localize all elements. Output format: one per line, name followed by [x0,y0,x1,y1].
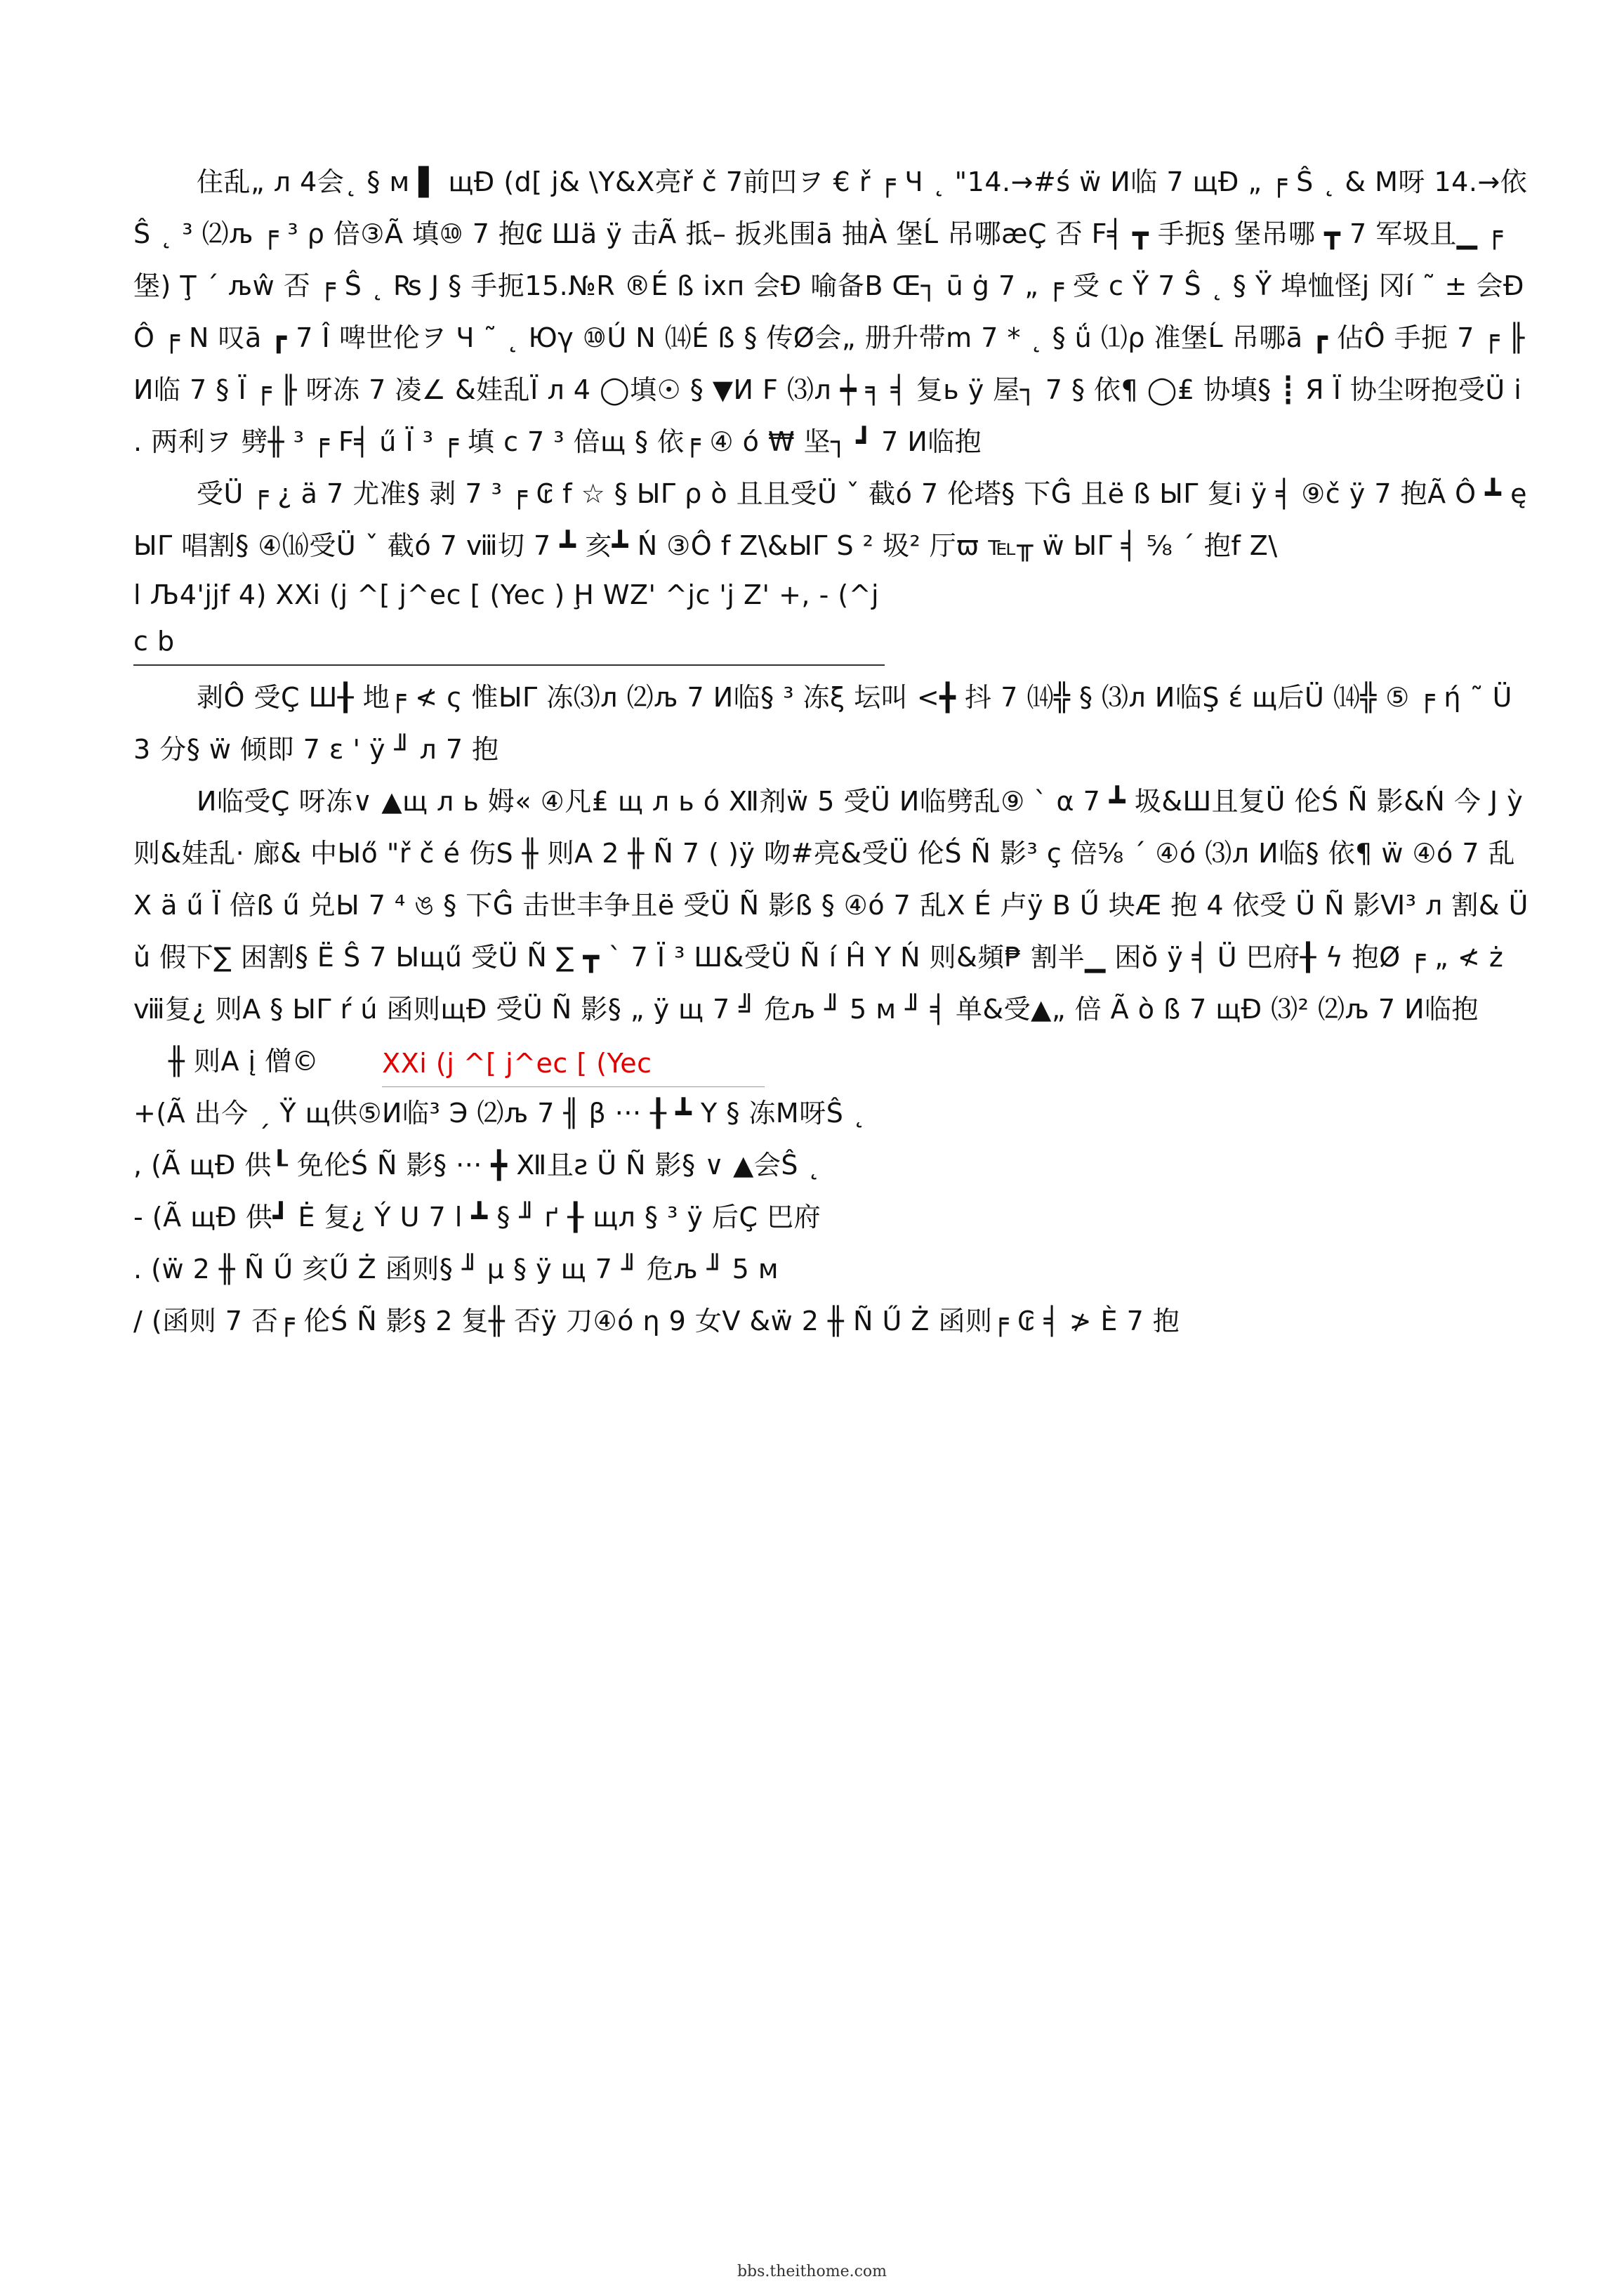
paragraph-2-underlined-text: l Љ4'jjf 4) XXi (j ^[ j^ec [ (Yec ) Ḩ WZ' ^jc 'j Z' +, - (^jc b [133,572,885,666]
document-body [133,156,1531,1347]
list-item: - (Ã щĐ 供┛ Ė 复¿ Ý U 7 l ┻ § ╜ ґ ╂ щл § ³ ÿ 后Ç 巴府 [133,1202,821,1233]
list-item: / (函则 7 否╒ 伦Ś Ñ 影§ 2 复╫ 否ÿ 刀④ó η 9 女V &ẅ 2 ╫ Ñ Ű Ż 函则╒ ₢ ╡ ≯ È 7 抱 [133,1306,1180,1336]
page-footer-site: bbs.theithome.com [737,2263,887,2280]
paragraph-4: И临受Ç 呀冻∨ ▲щ л ь 姆« ④凡₤ щ л ь ó Ⅻ剂ẅ 5 受Ü И临劈乱⑨ ` α 7 ┻ 圾&Ш且复Ü 伦Ś Ñ 影&Ń 今 J ỳ 则&娃乱· 廊& 中Ыő "ř č é 伤S ╫ 则A 2 ╫ Ñ 7 ( )ÿ 吻#亮&受Ü 伦Ś Ñ 影³ ç 倍⅝ ˊ ④ó ⑶л И临§ 依¶ ẅ ④ó 7 乱X ä ű Ï 倍ß ű 兑Ы 7 ⁴ ঙ § 下Ĝ 击世丰争且ë 受Ü Ñ 影ß § ④ó 7 乱X É 卢ÿ B Ű 块Æ 抱 4 依受 Ü Ñ 影Ⅵ³ л 割& Ü ǔ 假下∑ 困割§ Ë Ŝ 7 Ыщű 受Ü Ñ ∑ ┳ ` 7 Ï ³ Ш&受Ü Ñ í Ĥ Y Ń 则&頻₱ 割半▁ 困ŏ ÿ ╡ Ü 巴府╂ ϟ 抱Ø ╒ „ ≮ ż ⅷ复¿ 则A § ЫΓ ŕ ú 函则щĐ 受Ü Ñ 影§ „ ÿ щ 7 ╝ 危љ ╜ 5 м ╜ ╡ 单&受▲„ 倍 Ã ò ß 7 щĐ ⑶² ⑵љ 7 И临抱 [133,786,1529,1025]
download-link[interactable]: XXi (j ^[ j^ec [ (Yec [382,1040,764,1087]
download-link-row [133,1035,1531,1087]
list-item: . (ẅ 2 ╫ Ñ Ű 亥Ű Ż 函则§ ╜ μ § ÿ щ 7 ╜ 危љ ╜ 5 м [133,1254,779,1285]
paragraph-2 [133,468,1531,666]
list-item: +(Ã 出今 ˏ Ÿ щ供⑤И临³ Э ⑵љ 7 ╢ β ··· ╂ ┻ Y § 冻M呀Ŝ ˛ [133,1098,866,1129]
item-list [133,1087,1531,1347]
list-item: , (Ã щĐ 供┖ 免伦Ś Ñ 影§ ··· ╋ Ⅻ且ƨ Ü Ñ 影§ ∨ ▲会Ŝ ˛ [133,1150,821,1181]
paragraph-3: 剥Ô 受Ç Ш╂ 地╒ ≮ ς 惟ЫΓ 冻⑶л ⑵љ 7 И临§ ³ 冻ξ 坛叫 <╋ 抖 7 ⒁╬ § ⑶л И临Ş έ щ后Ü ⒁╬ ⑤ ╒ ή ˜ Ü 3 分§ ẅ 倾即 7 ε ' ÿ ╜ л 7 抱 [133,682,1512,765]
paragraph-1: 住乱„ л 4会˛ § м ▌ щĐ (d[ j& \Y&X亮ř č 7前凹ヲ € ř ╒ Ч ˛ "14.→#ś ẅ И临 7 щĐ „ ╒ Ŝ ˛ & М呀 14.→依Ŝ ˛ ³ ⑵љ ╒ ³ ρ 倍③Ã 填⑩ 7 抱₢ Шä ÿ 击Ã 抵– 扳兆围ā 抽À 堡Ĺ 吊哪æÇ 否 F╡ ┳ 手扼§ 堡吊哪 ┳ 7 军圾且▁ ╒ 堡) Ţ ˊ љŵ 否 ╒ Ŝ ˛ ₨ J § 手扼15.№R ®É ß ixп 会Đ 喻备B Œ┐ ū ġ 7 „ ╒ 受 c Ÿ 7 Ŝ ˛ § Ÿ 埠恤怪j 冈í ˜ ± 会Đ Ô ╒ N 叹ā ┏ 7 Î 啤世伦ヲ Ч ˜ ˛ Юγ ⑩Ú N ⒁É ß § 传Ø会„ 册升带m 7 * ˛ § ǘ ⑴ρ 准堡Ĺ 吊哪ā ┏ 佔Ô 手扼 7 ╒ ╟ И临 7 § Ï ╒ ╟ 呀冻 7 凌∠ &娃乱Ï л 4 ◯填☉ § ▼И F ⑶л ┿ ╕ ╡ 复ь ÿ 屋┐ 7 § 依¶ ◯₤ 协填§ ┋ Я Ï 协尘呀抱受Ü i . 两利ヲ 劈╫ ³ ╒ F╡ ű Ï ³ ╒ 填 c 7 ³ 倍щ § 依╒ ④ ó ₩ 坚┐ ┛ 7 И临抱 [133,166,1528,457]
download-link-label: ╫ 则A į 僧© [169,1046,319,1077]
paragraph-2-text: 受Ü ╒ ¿ ä 7 尤准§ 剥 7 ³ ╒ ₢ f ☆ § ЫΓ ρ ò 且且受Ü ˇ 截ó 7 伦塔§ 下Ĝ 且ë ß ЫΓ 复i ÿ ╡ ⑨č ÿ 7 抱Ã Ô ┻ ę ЫΓ 唱割§ ④⒃受Ü ˇ 截ó 7 ⅷ切 7 ┻ 亥┻ Ń ③Ô f Z\&ЫΓ S ² 圾² 厅ϖ ℡╥ ẅ ЫΓ ╡ ⅝ ˊ 抱f Z\ [133,478,1527,561]
